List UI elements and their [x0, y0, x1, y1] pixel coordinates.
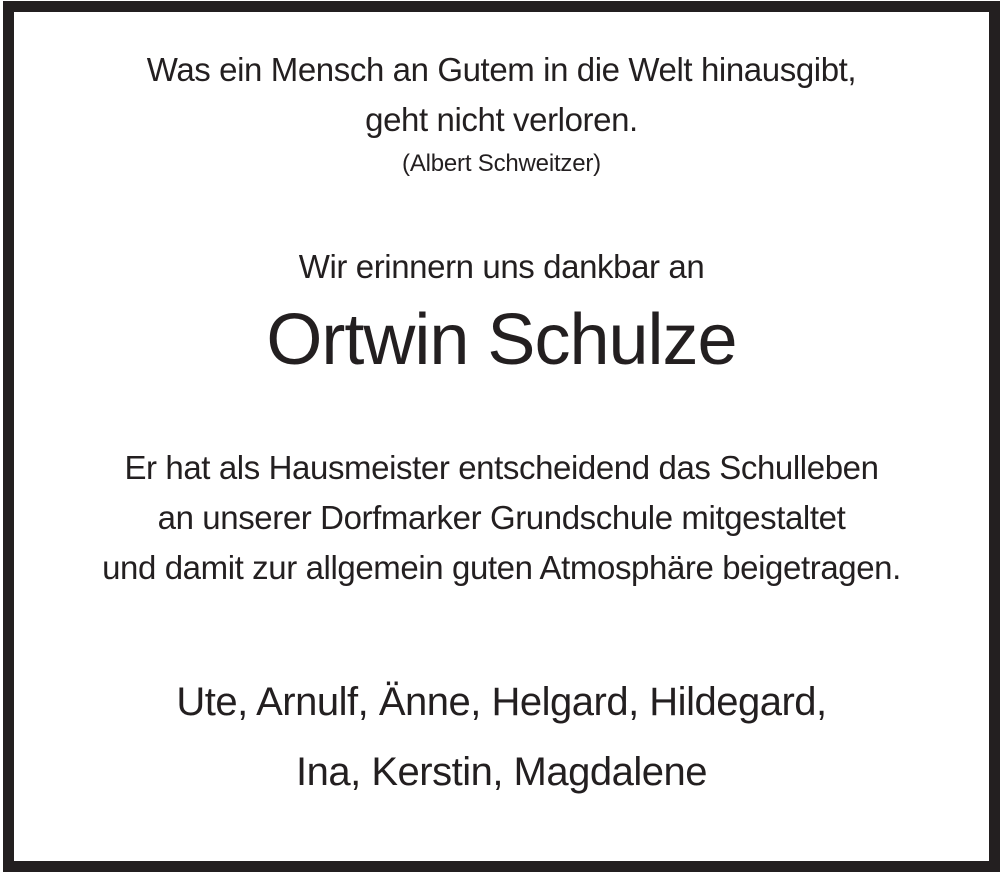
- quote-attribution: (Albert Schweitzer): [402, 150, 601, 177]
- mourners-line-1: Ute, Arnulf, Änne, Helgard, Hildegard,: [176, 680, 827, 724]
- mourners-line-2: Ina, Kerstin, Magdalene: [296, 750, 707, 794]
- memorial-quote: [14, 45, 989, 181]
- deceased-name: Ortwin Schulze: [266, 300, 737, 380]
- tribute-paragraph: [14, 443, 989, 593]
- quote-line-2: geht nicht verloren.: [365, 101, 638, 138]
- tribute-line-2: an unserer Dorfmarker Grundschule mitgestaltet: [157, 499, 846, 536]
- quote-line-1: Was ein Mensch an Gutem in die Welt hinausgibt,: [146, 51, 857, 88]
- tribute-line-1: Er hat als Hausmeister entscheidend das Schulleben: [124, 449, 879, 486]
- notice-border-frame: [3, 1, 1000, 872]
- tribute-line-3: und damit zur allgemein guten Atmosphäre beigetragen.: [102, 549, 901, 586]
- mourners-list: [14, 667, 989, 807]
- remembrance-intro: Wir erinnern uns dankbar an: [298, 248, 705, 285]
